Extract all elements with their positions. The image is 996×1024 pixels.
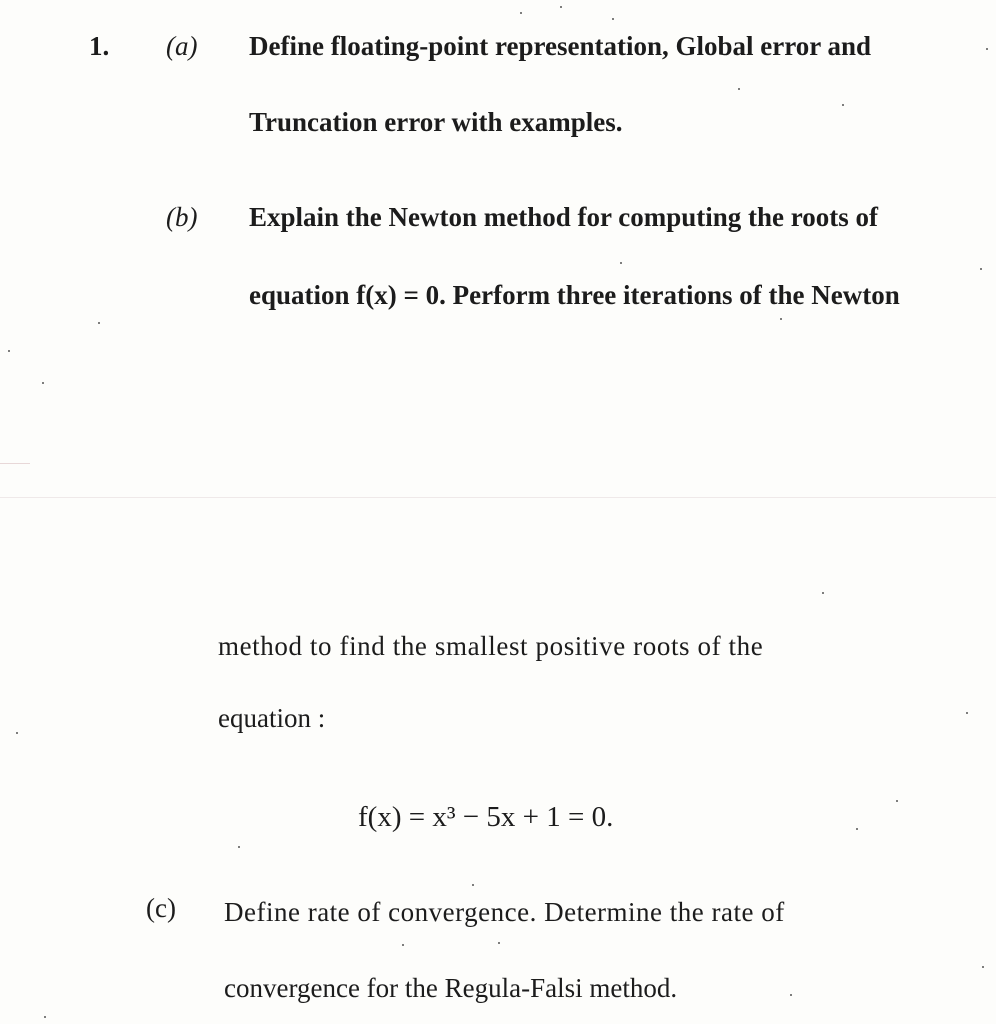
scan-speck [98,322,100,324]
part-c-line-2: convergence for the Regula-Falsi method. [224,973,678,1003]
scan-speck [238,846,240,848]
scan-speck [856,828,858,830]
scan-speck [982,966,984,968]
scan-speck [966,712,968,714]
scan-speck [842,104,844,106]
scan-speck [896,800,898,802]
scan-speck [42,382,44,384]
part-a-line-1 [249,30,957,62]
part-a-line-2: Truncation error with examples. [249,107,623,137]
part-b-line-2: equation f(x) = 0. Perform three iterations of the Newton [249,280,900,310]
part-b-line-4: equation : [218,703,326,733]
part-a-text-1: Define floating-point representation, Global error and [249,31,871,61]
scan-speck [780,318,782,320]
part-a-label: (a) [166,31,198,61]
part-b-line-3: method to find the smallest positive roots of the [218,631,764,661]
scan-speck [738,88,740,90]
scan-speck [620,262,622,264]
scan-speck [790,994,792,996]
part-b-label: (b) [166,202,198,232]
part-b-line-1: Explain the Newton method for computing the roots of [249,202,879,232]
scan-speck [822,592,824,594]
scan-speck [472,884,474,886]
scan-speck [8,350,10,352]
scan-speck [980,268,982,270]
scan-speck [986,48,988,50]
part-c-line-1: Define rate of convergence. Determine the rate of [224,897,785,927]
scan-speck [520,12,522,14]
paper-fold-line [0,463,30,464]
paper-fold-line [0,497,996,498]
scan-speck [612,18,614,20]
scan-speck [498,942,500,944]
scan-speck [560,6,562,8]
scan-speck [44,1016,46,1018]
scan-speck [16,732,18,734]
scan-speck [402,944,404,946]
question-number: 1. [89,31,110,61]
newton-equation: f(x) = x³ − 5x + 1 = 0. [358,801,614,833]
part-c-label: (c) [146,893,176,923]
